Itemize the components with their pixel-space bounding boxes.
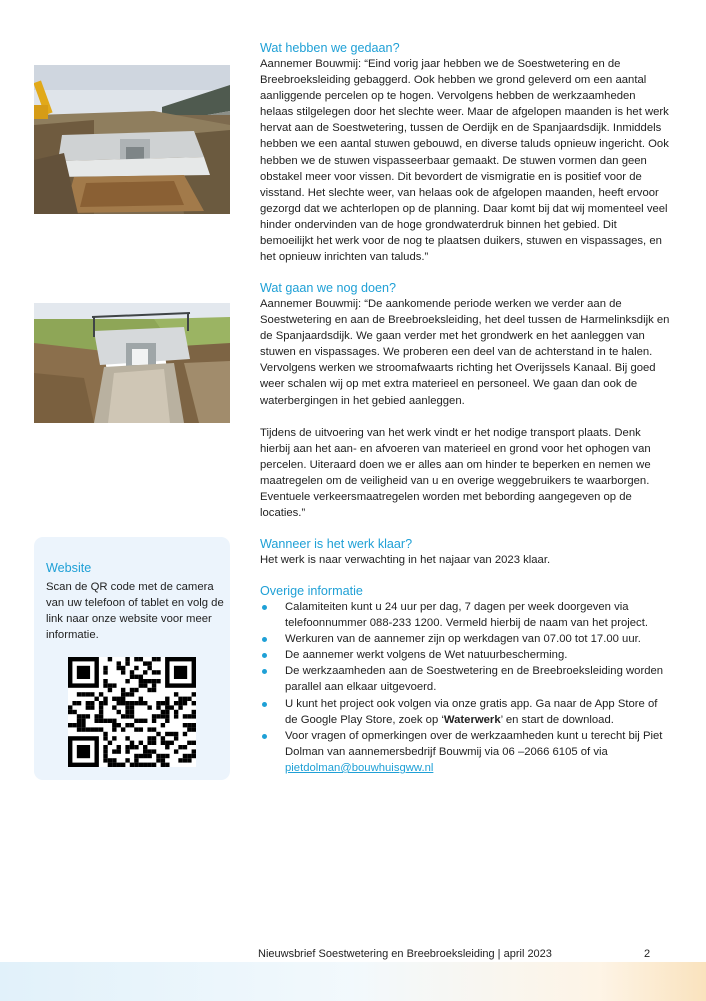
photo-weir-construction — [34, 65, 230, 214]
photo-weir-water — [34, 303, 230, 423]
app-name: Waterwerk — [443, 713, 501, 726]
qr-code[interactable] — [68, 657, 196, 767]
section-other-info — [260, 583, 670, 776]
section-heading: Wat hebben we gedaan? — [260, 41, 400, 55]
list-item — [260, 696, 670, 728]
section-when-ready — [260, 536, 670, 568]
section-body: Tijdens de uitvoering van het werk vindt er het nodige transport plaats. Denk hierbij aan het aan- en afvoeren van materieel en grond voor het ophogen van percelen. Uiteraard doen we er alles aan om hinder te beperken en nemen we maatregelen om de veiligheid van u en overige weggebruikers te waarborgen. Eventuele verkeersmaatregelen worden met bebording aangegeven op de locaties.” — [260, 426, 651, 520]
section-body: Het werk is naar verwachting in het najaar van 2023 klaar. — [260, 554, 551, 566]
section-body: Aannemer Bouwmij: “Eind vorig jaar hebben we de Soestwetering en de Breebroeksleiding gebaggerd. Ook hebben we grond geleverd om een aantal aanliggende percelen op te hogen. Vervolgens hebben de werkzaamheden helaas stilgelegen door het slechte weer. Maar de afgelopen maanden is het werk hervat aan de Soestwetering, tussen de Oerdijk en de Spanjaardsdijk. Inmiddels hebben we een aantal stuwen gebouwd, en diverse taluds opnieuw ingericht. Ook hebben we de stuwen vispasseerbaar gemaakt. De stuwen vormen dan geen obstakel meer voor vissen. Dit bevordert de vismigratie en is positief voor de visstand. Het slechte weer, van helaas ook de afgelopen maanden, heeft ervoor gezorgd dat we achterlopen op de planning. Daar komt bij dat wij momenteel veel hinder ondervinden van de hoge grondwaterdruk binnen het gebied. Dit bemoeilijkt het werk voor de nog te plaatsen duikers, stuwen en vispassages, en het opnieuw inrichten van taluds.” — [260, 58, 669, 264]
list-item-text: ’ en start de download. — [500, 713, 614, 726]
page-number: 2 — [644, 948, 651, 960]
list-item-text: Voor vragen of opmerkingen over de werkzaamheden kunt u terecht bij Piet Dolman van aannemersbedrijf Bouwmij via 06 –2066 6105 of via — [285, 729, 663, 758]
section-body: Aannemer Bouwmij: “De aankomende periode werken we verder aan de Soestwetering en aan de Breebroeksleiding, het deel tussen de Harmelinksdijk en de Spanjaardsdijk. We gaan verder met het grondwerk en het aanleggen van stuwen en vispassages. We proberen een deel van de achterstand in te halen. Vervolgens werken we stroomafwaarts richting het Overijssels Kanaal. Bij goed weer schalen wij op met extra materieel en personeel. We gaan dan ook de waterbergingen in het gebied aanleggen. — [260, 298, 670, 407]
list-item-text: U kunt het project ook volgen via onze gratis app. Ga naar de App Store of de Google Play Store, zoek op ‘ — [285, 697, 658, 726]
list-item: De aannemer werkt volgens de Wet natuurbescherming. — [260, 647, 670, 663]
section-heading: Wanneer is het werk klaar? — [260, 537, 413, 551]
website-body: Scan de QR code met de camera van uw telefoon of tablet en volg de link naar onze website voor meer informatie. — [46, 581, 224, 641]
list-item: Werkuren van de aannemer zijn op werkdagen van 07.00 tot 17.00 uur. — [260, 631, 670, 647]
list-item — [260, 728, 670, 776]
info-list — [260, 599, 670, 776]
website-info-box — [34, 537, 230, 780]
website-title: Website — [46, 561, 92, 575]
section-heading: Wat gaan we nog doen? — [260, 281, 397, 295]
list-item: De werkzaamheden aan de Soestwetering en de Breebroeksleiding worden parallel aan elkaar uitgevoerd. — [260, 663, 670, 695]
decorative-band — [0, 962, 706, 1001]
list-item: Calamiteiten kunt u 24 uur per dag, 7 dagen per week doorgeven via telefoonnummer 088-233 1200. Vermeld hierbij de naam van het project. — [260, 599, 670, 631]
section-heading: Overige informatie — [260, 584, 363, 598]
section-what-next — [260, 280, 670, 521]
footer-text: Nieuwsbrief Soestwetering en Breebroeksleiding | april 2023 — [258, 948, 552, 960]
section-what-done — [260, 40, 670, 265]
email-link[interactable]: pietdolman@bouwhuisgww.nl — [285, 761, 434, 774]
